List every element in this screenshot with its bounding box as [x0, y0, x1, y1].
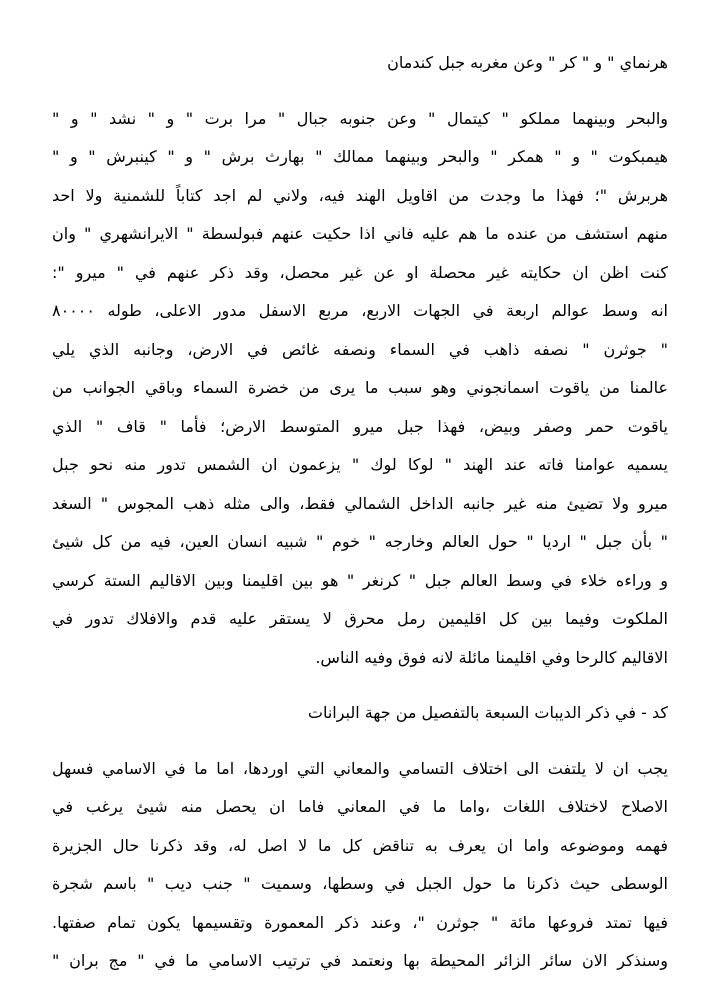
text-line: والبحر وبينهما مملكو " كيتمال " وعن جنوبه جبال " مرا برت " و " نشد " و " — [52, 108, 668, 128]
document-page — [52, 44, 668, 981]
text-line: هربرش "؛ فهذا ما وجدت من اقاويل الهند فيه، ولاني لم اجد كتاباً للشمنية ولا احد — [52, 185, 668, 205]
text-line: فيها تمتد فروعها مائة " جوثرن "، وعند ذكر المعمورة وتقسيمها يكون تمام صفتها. — [52, 912, 668, 932]
text-line: ياقوت حمر وصفر وبيض، فهذا جبل ميرو المتوسط الارض؛ فأما " قاف " الذي — [52, 416, 668, 436]
text-line: الاصلاح لاختلاف اللغات ،واما ما في المعاني فاما ان يحصل منه شيئ يرغب في — [52, 797, 668, 816]
text-line: وسنذكر الان سائر الزائر المحيطة بها ونعتمد في ترتيب الاسامي ما في " مج بران " — [52, 951, 668, 970]
text-line: و وراءه خلاء في وسط العالم جبل " كرنغر " هو بين اقليمنا وبين الاقاليم الستة كرسي — [52, 570, 668, 590]
intro-line: هرنماي " و " كر " وعن مغربه جبل كندمان — [387, 53, 668, 72]
text-line: " جوثرن " نصفه ذاهب في السماء ونصفه غائص في الارض، وجانبه الذي يلي — [52, 339, 668, 359]
paragraph-1 — [52, 100, 668, 678]
text-line: الوسطى حيث ذكرنا ما حول الجبل في وسطها، وسميت " جنب ديب " باسم شجرة — [52, 874, 668, 893]
text-line: يجب ان لا يلتفت الى اختلاف التسامي والمعاني التي اوردها، اما ما في الاسامي فسهل — [52, 758, 668, 778]
text-line: عالمنا من ياقوت اسمانجوني وهو سبب ما يرى من خضرة السماء وباقي الجوانب من — [52, 378, 668, 397]
text-line: الملكوت وفيما بين كل اقليمين رمل محرق لا يستقر عليه قدم والافلاك تدور في — [52, 609, 668, 628]
text-line: فهمه وموضوعه واما ان يعرف به تناقض كل ما لا اصل له، وقد ذكرنا حال الجزيرة — [52, 835, 668, 855]
text-line: ميرو ولا تضيئ منه غير جانبه الداخل الشمالي فقط، والى مثله ذهب المجوس " السغد — [52, 493, 668, 513]
section-heading: كد - في ذكر الديبات السبعة بالتفصيل من جهة البرانات — [307, 703, 668, 722]
text-line: يسميه عوامنا فاته عند الهند " لوكا لوك " يزعمون ان الشمس تدور منه نحو جبل — [52, 455, 668, 474]
text-line: انه وسط عوالم اربعة في الجهات الاربع، مربع الاسفل مدور الاعلى، طوله ٨٠٠٠٠ — [52, 301, 668, 320]
text-line: الاقاليم كالرحا وفي اقليمنا مائلة لانه فوق وفيه الناس. — [315, 647, 668, 667]
text-line: هيمبكوت " و " همكر " والبحر وبينهما ممالك " بهارث برش " و " كينبرش " و " — [52, 147, 668, 166]
text-line: منهم استشف من عنده ما هم عليه فاني اذا حكيت عنهم فبولسطة " الايرانشهري " وان — [52, 224, 668, 243]
paragraph-2 — [52, 750, 668, 981]
text-line: " بأن جبل " ارديا " حول العالم وخارجه " خوم " شبيه انسان العين، فيه من كل شيئ — [52, 532, 668, 551]
text-line: كنت اظن ان حكايته غير محصلة او عن غير محصل، وقد ذكر عنهم في " ميرو ": — [52, 262, 668, 282]
